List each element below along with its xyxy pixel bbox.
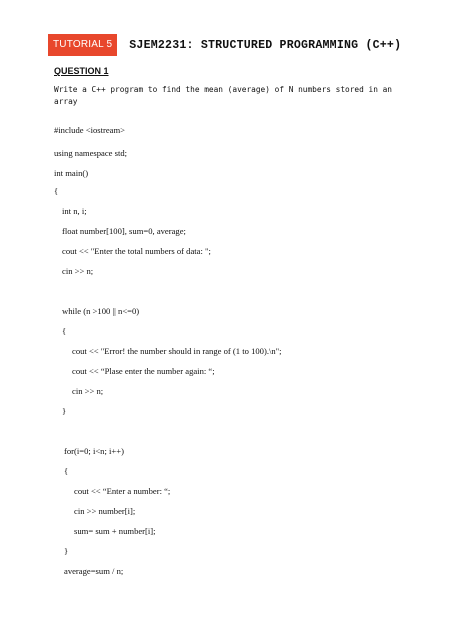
code-line: } — [64, 546, 69, 556]
code-line: cout << "Enter the total numbers of data: "; — [62, 246, 211, 256]
code-line: while (n >100 || n<=0) — [62, 306, 140, 316]
code-line: { — [54, 186, 59, 196]
code-line: cin >> n; — [62, 266, 94, 276]
question-title: QUESTION 1 — [54, 66, 109, 76]
code-line: cin >> number[i]; — [74, 506, 136, 516]
code-line: cout << "Error! the number should in range of (1 to 100).\n"; — [72, 346, 282, 356]
tutorial-badge: TUTORIAL 5 — [48, 34, 117, 56]
code-line: { — [64, 466, 69, 476]
code-line: cout << “Enter a number: “; — [74, 486, 171, 496]
code-line: float number[100], sum=0, average; — [62, 226, 186, 236]
code-line: average=sum / n; — [64, 566, 124, 576]
code-line: for(i=0; i<n; i++) — [64, 446, 124, 456]
code-line: int main() — [54, 168, 89, 178]
code-line: #include <iostream> — [54, 125, 126, 135]
code-line: { — [62, 326, 67, 336]
code-line: cout << “Plase enter the number again: “; — [72, 366, 215, 376]
code-line: sum= sum + number[i]; — [74, 526, 156, 536]
question-text: Write a C++ program to find the mean (average) of N numbers stored in an array — [54, 85, 392, 106]
code-line: int n, i; — [62, 206, 87, 216]
course-title: SJEM2231: STRUCTURED PROGRAMMING (C++) — [129, 38, 402, 52]
code-line: cin >> n; — [72, 386, 104, 396]
code-line: } — [62, 406, 67, 416]
code-line: using namespace std; — [54, 148, 128, 158]
